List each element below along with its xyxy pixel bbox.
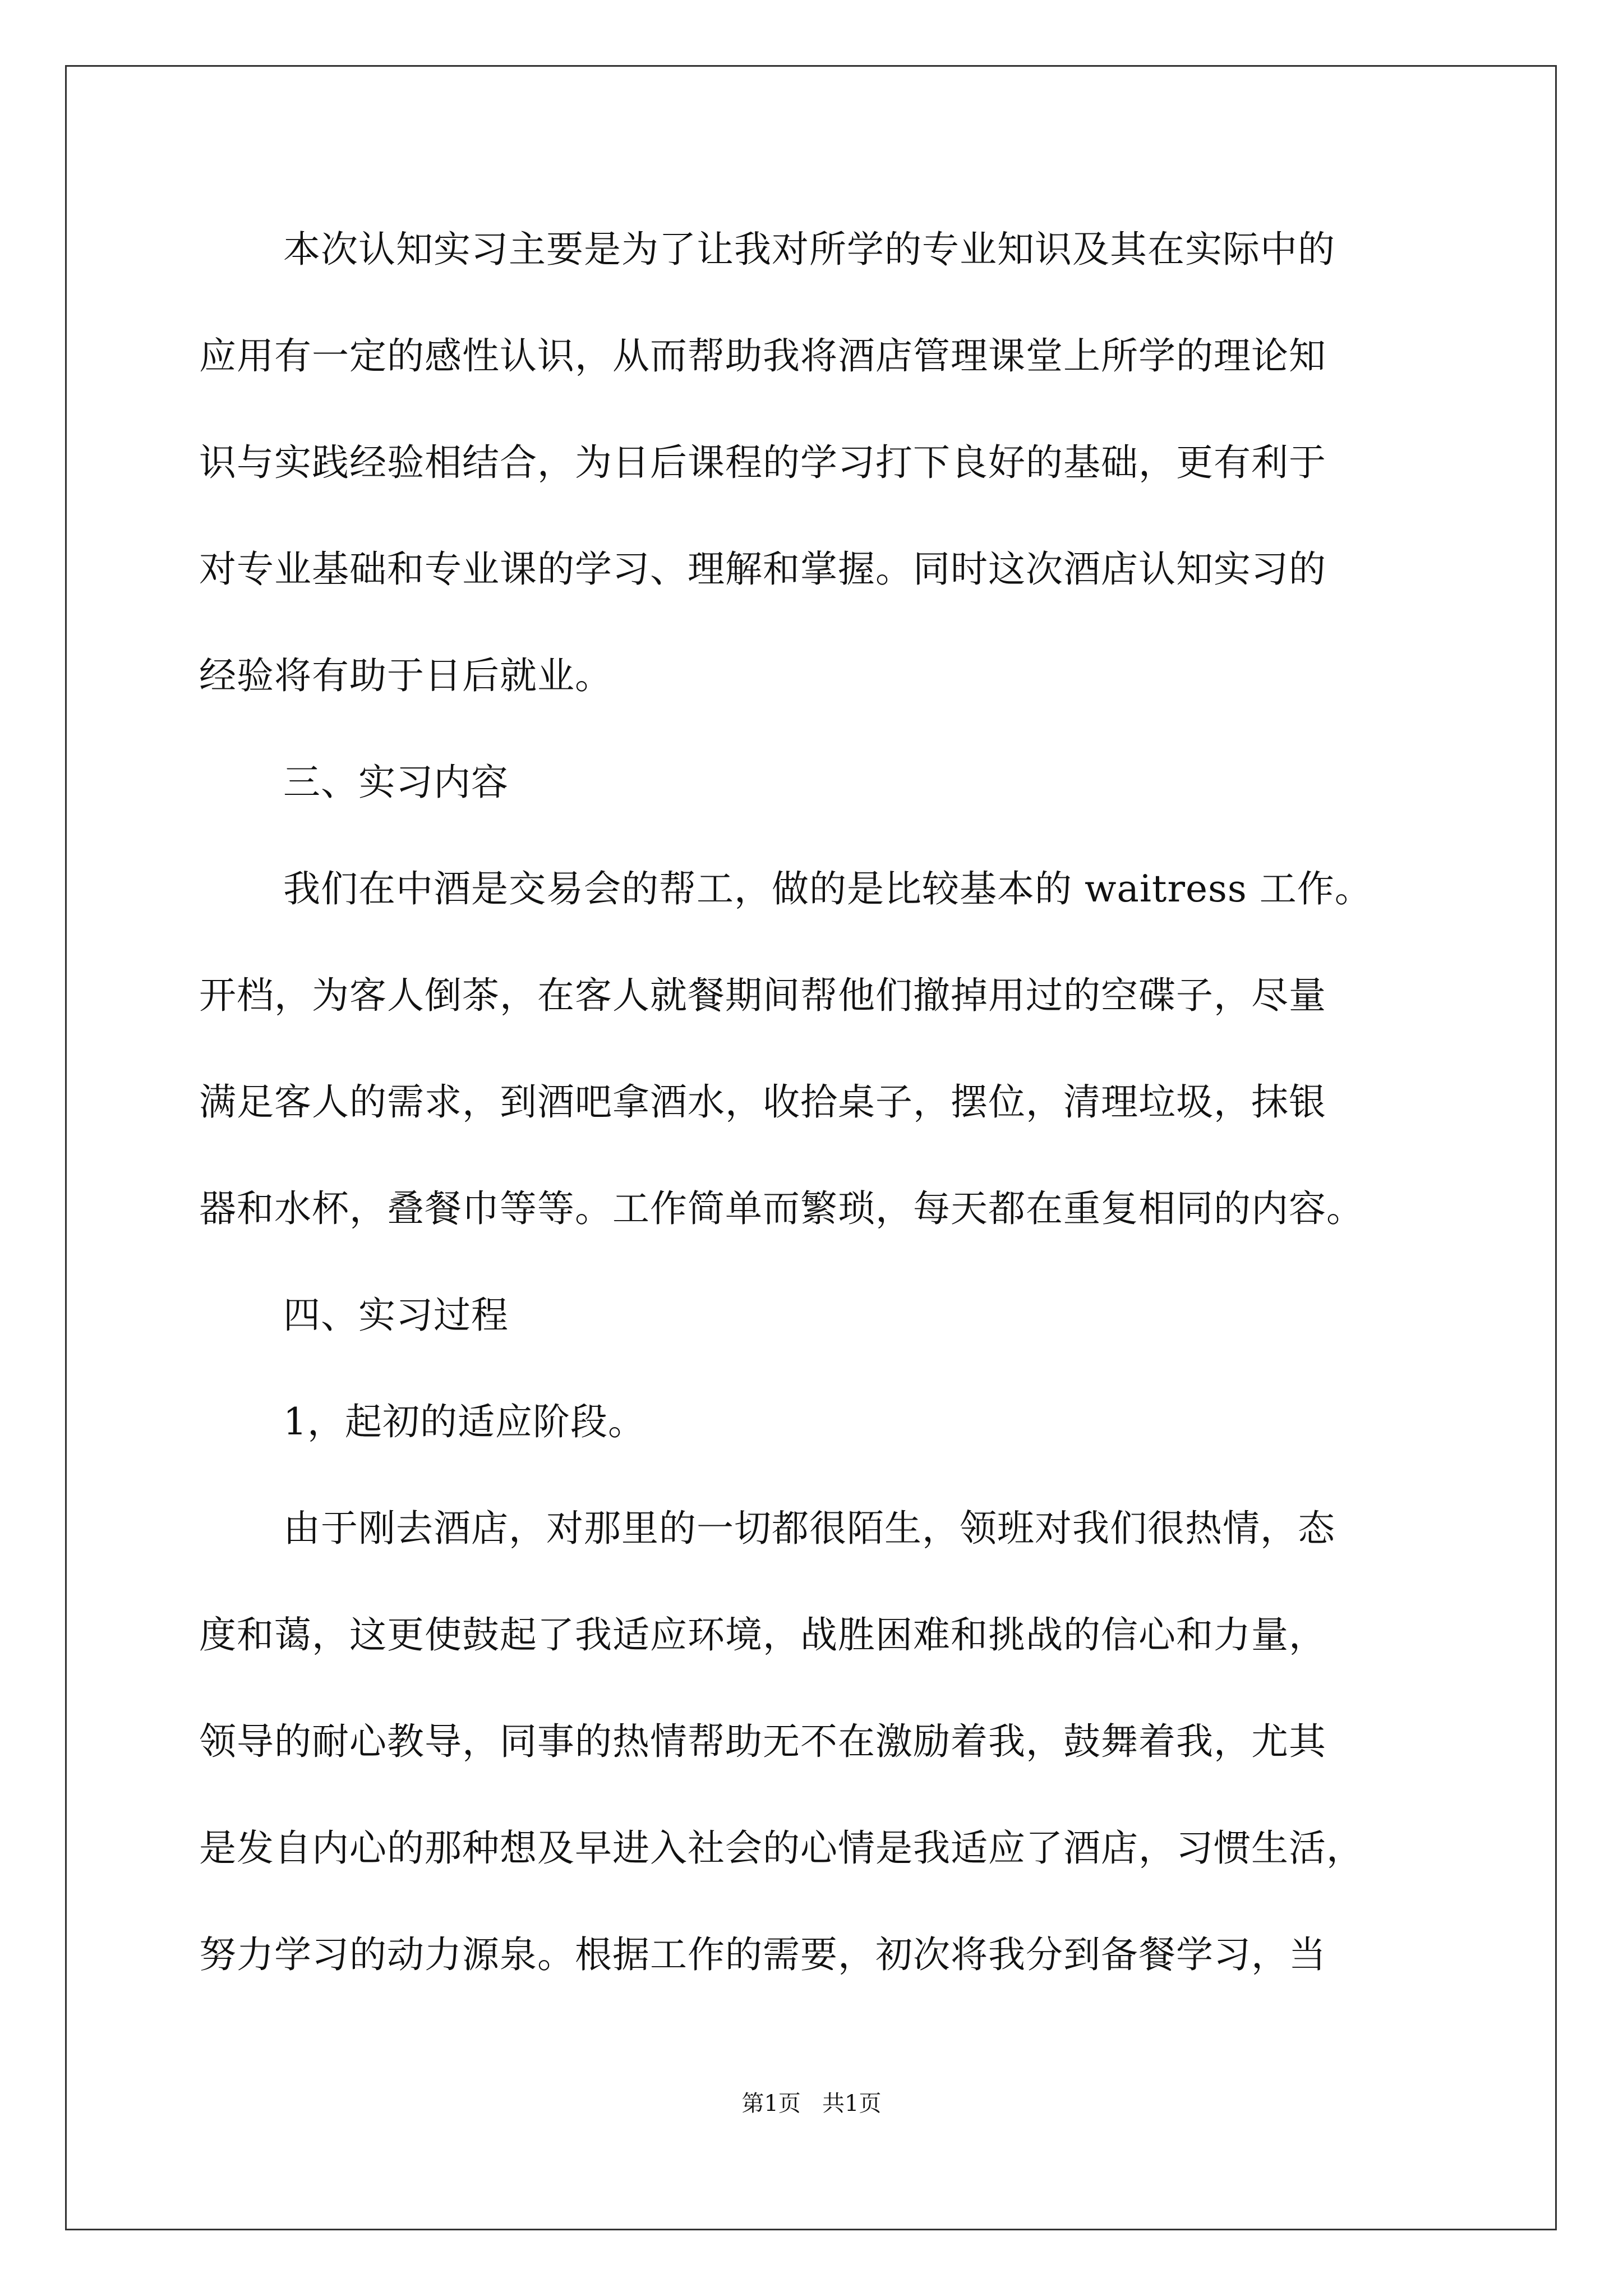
paragraph-line: 度和蔼，这更使鼓起了我适应环境，战胜困难和挑战的信心和力量， xyxy=(199,1613,1326,1657)
paragraph-line: 满足客人的需求，到酒吧拿酒水，收拾桌子，摆位，清理垃圾，抹银 xyxy=(199,1080,1326,1124)
paragraph-line: 器和水杯，叠餐巾等等。工作简单而繁琐，每天都在重复相同的内容。 xyxy=(199,1187,1364,1230)
page-number-footer: 第1页 共1页 xyxy=(741,2091,882,2116)
paragraph-line: 由于刚去酒店，对那里的一切都很陌生，领班对我们很热情，态 xyxy=(283,1507,1335,1550)
paragraph-line: 本次认知实习主要是为了让我对所学的专业知识及其在实际中的 xyxy=(283,228,1335,271)
paragraph-line: 我们在中酒是交易会的帮工，做的是比较基本的 waitress 工作。 xyxy=(283,867,1372,910)
page-border xyxy=(65,65,1557,2230)
subsection-heading: 1，起初的适应阶段。 xyxy=(283,1400,645,1443)
paragraph-line: 开档，为客人倒茶，在客人就餐期间帮他们撤掉用过的空碟子，尽量 xyxy=(199,974,1326,1017)
paragraph-line: 识与实践经验相结合，为日后课程的学习打下良好的基础，更有利于 xyxy=(199,441,1326,484)
paragraph-line: 领导的耐心教导，同事的热情帮助无不在激励着我，鼓舞着我，尤其 xyxy=(199,1720,1326,1763)
paragraph-line: 应用有一定的感性认识，从而帮助我将酒店管理课堂上所学的理论知 xyxy=(199,334,1326,378)
paragraph-line: 努力学习的动力源泉。根据工作的需要，初次将我分到备餐学习，当 xyxy=(199,1933,1326,1976)
section-heading: 四、实习过程 xyxy=(283,1294,509,1337)
paragraph-line: 对专业基础和专业课的学习、理解和掌握。同时这次酒店认知实习的 xyxy=(199,547,1326,591)
section-heading: 三、实习内容 xyxy=(283,761,509,804)
paragraph-line: 经验将有助于日后就业。 xyxy=(199,654,612,697)
paragraph-line: 是发自内心的那种想及早进入社会的心情是我适应了酒店，习惯生活， xyxy=(199,1826,1364,1870)
